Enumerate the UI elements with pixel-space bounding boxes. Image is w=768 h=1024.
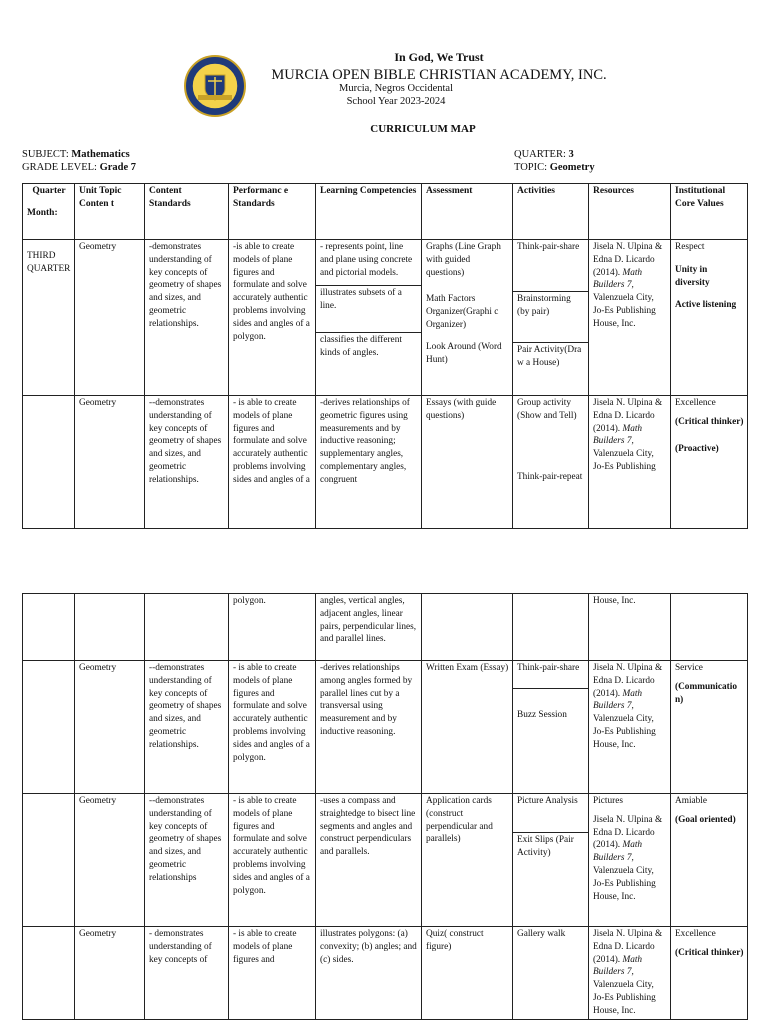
content-cell: - demonstrates understanding of key concepts of bbox=[145, 927, 229, 1020]
school-address: Murcia, Negros Occidental bbox=[339, 83, 453, 94]
content-cell: --demonstrates understanding of key concepts of geometry of shapes and sizes, and geometric relationships bbox=[145, 794, 229, 927]
resource-publisher: Valenzuela City, Jo-Es Publishing House, Inc. bbox=[593, 866, 656, 902]
col-content-header: Content Standards bbox=[145, 184, 229, 240]
resource-book: Math Builders 7, bbox=[593, 267, 643, 291]
resource-pictures: Pictures bbox=[593, 796, 623, 806]
content-cell: -demonstrates understanding of key concepts of geometry of shapes and sizes, and geometric relationships. bbox=[145, 240, 229, 396]
values-cell bbox=[671, 927, 748, 1020]
grade-label: GRADE LEVEL: bbox=[22, 162, 100, 173]
motto: In God, We Trust bbox=[394, 50, 484, 64]
col-resources-header: Resources bbox=[589, 184, 671, 240]
unit-cell: Geometry bbox=[75, 240, 145, 396]
table-row bbox=[23, 594, 748, 661]
learning-cell: -derives relationships among angles formed by parallel lines cut by a transversal using measurement and by inductive reasoning. bbox=[316, 661, 422, 794]
values-cell bbox=[671, 594, 748, 661]
core-value: (Critical thinker) bbox=[675, 947, 744, 958]
resource-book: Math Builders 7, bbox=[593, 688, 643, 712]
curriculum-table-page2 bbox=[22, 593, 748, 1020]
resource-publisher: Valenzuela City, Jo-Es Publishing House, Inc. bbox=[593, 293, 656, 329]
assessment-cell: Quiz( construct figure) bbox=[422, 927, 513, 1020]
assessment-cell: Written Exam (Essay) bbox=[422, 661, 513, 794]
core-value: Active listening bbox=[675, 300, 737, 311]
resource-publisher: Valenzuela City, Jo-Es Publishing House, Inc. bbox=[593, 980, 656, 1016]
resource-book: Math Builders 7, bbox=[593, 954, 643, 978]
learning-item: - represents point, line and plane using concrete and pictorial models. bbox=[320, 242, 413, 278]
learning-cell: -uses a compass and straightedge to bisect line segments and angles and construct perpendiculars and parallels. bbox=[316, 794, 422, 927]
resources-cell bbox=[589, 396, 671, 529]
activity-item: Buzz Session bbox=[513, 688, 588, 722]
resource-author: Jisela N. Ulpina & Edna D. Licardo (2014). bbox=[593, 663, 663, 699]
learning-cell: angles, vertical angles, adjacent angles, linear pairs, perpendicular lines, and parallel lines. bbox=[316, 594, 422, 661]
core-value: (Goal oriented) bbox=[675, 814, 736, 825]
table-row bbox=[23, 927, 748, 1020]
assessment-cell bbox=[422, 240, 513, 396]
resource-book: Math Builders 7, bbox=[593, 840, 643, 864]
assessment-item: Look Around (Word Hunt) bbox=[426, 342, 502, 365]
content-cell: --demonstrates understanding of key concepts of geometry of shapes and sizes, and geometric relationships. bbox=[145, 396, 229, 529]
grade-value: Grade 7 bbox=[99, 162, 137, 173]
resource-author: Jisela N. Ulpina & Edna D. Licardo (2014). bbox=[593, 242, 663, 278]
core-value: Unity in diversity bbox=[675, 264, 710, 288]
resources-cell bbox=[589, 240, 671, 396]
core-value: (Proactive) bbox=[675, 443, 719, 454]
curriculum-table-page1 bbox=[22, 183, 748, 529]
core-value: Excellence bbox=[675, 398, 716, 408]
activity-item: Pair Activity(Dra w a House) bbox=[513, 342, 588, 370]
values-cell bbox=[671, 240, 748, 396]
learning-item: classifies the different kinds of angles. bbox=[316, 332, 421, 360]
activities-cell bbox=[513, 794, 589, 927]
content-cell bbox=[145, 594, 229, 661]
table-row bbox=[23, 396, 748, 529]
resource-publisher: Valenzuela City, Jo-Es Publishing House, Inc. bbox=[593, 714, 656, 750]
core-value: (Critical thinker) bbox=[675, 416, 744, 427]
activity-item: Think-pair-share bbox=[517, 242, 580, 252]
resource-author: Jisela N. Ulpina & Edna D. Licardo (2014). bbox=[593, 929, 663, 965]
resources-cell bbox=[589, 927, 671, 1020]
topic-label: TOPIC: bbox=[514, 162, 550, 173]
assessment-cell: Application cards (construct perpendicular and parallels) bbox=[422, 794, 513, 927]
col-month-label: Month: bbox=[27, 208, 58, 219]
subject-line bbox=[22, 149, 130, 160]
performance-cell: - is able to create models of plane figures and formulate and solve accurately authentic problems involving sides and angles of a bbox=[229, 396, 316, 529]
performance-cell: - is able to create models of plane figures and formulate and solve accurately authentic problems involving sides and angles of a polygon. bbox=[229, 661, 316, 794]
school-year: School Year 2023-2024 bbox=[346, 96, 446, 107]
table-row bbox=[23, 661, 748, 794]
activities-cell: Gallery walk bbox=[513, 927, 589, 1020]
col-quarter-header bbox=[23, 184, 75, 240]
assessment-cell bbox=[422, 594, 513, 661]
unit-cell: Geometry bbox=[75, 661, 145, 794]
quarter-value: 3 bbox=[568, 149, 574, 160]
quarter-cell bbox=[23, 794, 75, 927]
activities-cell bbox=[513, 396, 589, 529]
performance-cell: -is able to create models of plane figures and formulate and solve accurately authentic problems involving sides and angles of a polygon. bbox=[229, 240, 316, 396]
values-cell bbox=[671, 661, 748, 794]
activity-item: Group activity (Show and Tell) bbox=[517, 398, 577, 421]
activity-item: Brainstorming (by pair) bbox=[513, 291, 588, 342]
activities-cell bbox=[513, 240, 589, 396]
unit-cell: Geometry bbox=[75, 927, 145, 1020]
col-values-header: Institutional Core Values bbox=[671, 184, 748, 240]
resource-publisher: Valenzuela City, Jo-Es Publishing bbox=[593, 449, 656, 473]
core-value: Respect bbox=[675, 242, 705, 252]
assessment-cell: Essays (with guide questions) bbox=[422, 396, 513, 529]
grade-line bbox=[22, 162, 136, 173]
core-value: Service bbox=[675, 663, 703, 673]
activity-item: Think-pair-repeat bbox=[517, 472, 583, 482]
performance-cell: polygon. bbox=[229, 594, 316, 661]
learning-item: illustrates subsets of a line. bbox=[316, 285, 421, 332]
col-activities-header: Activities bbox=[513, 184, 589, 240]
quarter-cell bbox=[23, 396, 75, 529]
col-learning-header: Learning Competencies bbox=[316, 184, 422, 240]
quarter-cell bbox=[23, 927, 75, 1020]
quarter-cell: THIRD QUARTER bbox=[23, 240, 75, 396]
resource-author: Jisela N. Ulpina & Edna D. Licardo (2014). bbox=[593, 814, 663, 851]
resources-cell: House, Inc. bbox=[589, 594, 671, 661]
core-value: Amiable bbox=[675, 796, 708, 806]
unit-cell: Geometry bbox=[75, 396, 145, 529]
topic-line bbox=[514, 162, 595, 173]
content-cell: --demonstrates understanding of key concepts of geometry of shapes and sizes, and geometric relationships. bbox=[145, 661, 229, 794]
performance-cell: - is able to create models of plane figures and formulate and solve accurately authentic problems involving sides and angles of a polygon. bbox=[229, 794, 316, 927]
learning-cell bbox=[316, 240, 422, 396]
subject-value: Mathematics bbox=[71, 149, 130, 160]
learning-cell: -derives relationships of geometric figures using measurements and by inductive reasoning; supplementary angles, complementary angles, congruent bbox=[316, 396, 422, 529]
col-performance-header: Performanc e Standards bbox=[229, 184, 316, 240]
resources-cell bbox=[589, 794, 671, 927]
activity-item: Picture Analysis bbox=[517, 796, 578, 806]
unit-cell bbox=[75, 594, 145, 661]
core-value: Excellence bbox=[675, 929, 716, 939]
assessment-item: Graphs (Line Graph with guided questions) bbox=[426, 242, 501, 278]
activities-cell bbox=[513, 594, 589, 661]
topic-value: Geometry bbox=[549, 162, 595, 173]
col-unit-header: Unit Topic Conten t bbox=[75, 184, 145, 240]
quarter-line bbox=[514, 149, 574, 160]
activity-item: Exit Slips (Pair Activity) bbox=[513, 832, 588, 860]
quarter-cell bbox=[23, 661, 75, 794]
unit-cell: Geometry bbox=[75, 794, 145, 927]
quarter-label: QUARTER: bbox=[514, 149, 569, 160]
performance-cell: - is able to create models of plane figures and bbox=[229, 927, 316, 1020]
header-row bbox=[23, 184, 748, 240]
subject-label: SUBJECT: bbox=[22, 149, 72, 160]
resource-book: Math Builders 7, bbox=[593, 423, 643, 447]
core-value: (Communicatio n) bbox=[675, 681, 737, 705]
values-cell bbox=[671, 794, 748, 927]
school-name: MURCIA OPEN BIBLE CHRISTIAN ACADEMY, INC. bbox=[271, 67, 607, 83]
resources-cell bbox=[589, 661, 671, 794]
activities-cell bbox=[513, 661, 589, 794]
assessment-item: Math Factors Organizer(Graphi c Organizer) bbox=[426, 294, 499, 330]
resource-author: Jisela N. Ulpina & Edna D. Licardo (2014). bbox=[593, 398, 663, 434]
learning-cell: illustrates polygons: (a) convexity; (b) angles; and (c) sides. bbox=[316, 927, 422, 1020]
document-title: CURRICULUM MAP bbox=[370, 123, 476, 135]
values-cell bbox=[671, 396, 748, 529]
activity-item: Think-pair-share bbox=[517, 663, 580, 673]
col-quarter-label: Quarter bbox=[32, 186, 66, 196]
table-row bbox=[23, 794, 748, 927]
table-row bbox=[23, 240, 748, 396]
quarter-cell bbox=[23, 594, 75, 661]
col-assessment-header: Assessment bbox=[422, 184, 513, 240]
